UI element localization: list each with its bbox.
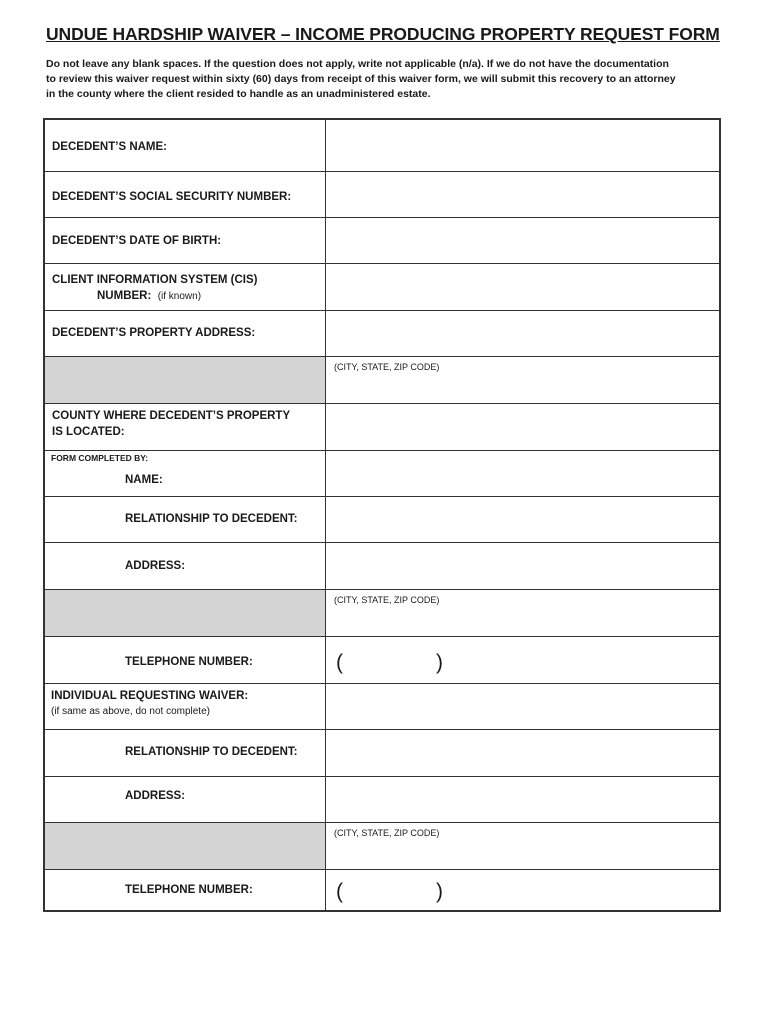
individual-relationship-label: RELATIONSHIP TO DECEDENT: xyxy=(125,746,298,758)
row-county xyxy=(45,404,719,451)
row-individual-address xyxy=(45,777,719,823)
individual-telephone-field[interactable] xyxy=(325,870,719,910)
area-code-open-paren: ( xyxy=(336,880,343,903)
individual-city-state-zip-field[interactable] xyxy=(325,823,719,869)
row-decedent-dob xyxy=(45,218,719,264)
row-cis-number xyxy=(45,264,719,311)
cis-note: (if known) xyxy=(157,291,202,302)
row-completed-by-name xyxy=(45,451,719,497)
completed-by-telephone-label: TELEPHONE NUMBER: xyxy=(125,656,253,668)
completed-by-address-field[interactable] xyxy=(325,543,719,589)
individual-relationship-field[interactable] xyxy=(325,730,719,776)
individual-telephone-label: TELEPHONE NUMBER: xyxy=(125,884,253,896)
decedent-dob-field[interactable] xyxy=(325,218,719,263)
row-individual-city-state-zip xyxy=(45,823,719,870)
shaded-cell xyxy=(45,590,325,636)
individual-requesting-label: INDIVIDUAL REQUESTING WAIVER: xyxy=(51,690,249,702)
row-completed-by-city-state-zip xyxy=(45,590,719,637)
row-property-address xyxy=(45,311,719,357)
individual-requesting-note: (if same as above, do not complete) xyxy=(51,706,210,717)
area-code-open-paren: ( xyxy=(336,651,343,674)
row-decedent-name xyxy=(45,120,719,172)
row-individual-telephone xyxy=(45,870,719,910)
form-title: UNDUE HARDSHIP WAIVER – INCOME PRODUCING PROPERTY REQUEST FORM xyxy=(46,24,720,44)
county-label-line-1: COUNTY WHERE DECEDENT’S PROPERTY xyxy=(52,410,291,422)
waiver-form-table xyxy=(43,118,721,912)
area-code-close-paren: ) xyxy=(436,880,443,903)
cis-label-line-2: NUMBER: (if known) xyxy=(97,290,202,302)
shaded-cell xyxy=(45,823,325,869)
individual-requesting-field[interactable] xyxy=(325,684,719,729)
county-label-line-2: IS LOCATED: xyxy=(52,426,125,438)
city-state-zip-hint: (CITY, STATE, ZIP CODE) xyxy=(334,362,440,372)
county-field[interactable] xyxy=(325,404,719,450)
property-address-label: DECEDENT’S PROPERTY ADDRESS: xyxy=(52,327,256,339)
city-state-zip-hint: (CITY, STATE, ZIP CODE) xyxy=(334,828,440,838)
instructions xyxy=(46,57,736,102)
row-individual-relationship xyxy=(45,730,719,777)
shaded-cell xyxy=(45,357,325,403)
completed-by-city-state-zip-field[interactable] xyxy=(325,590,719,636)
row-decedent-ssn xyxy=(45,172,719,218)
decedent-ssn-field[interactable] xyxy=(325,172,719,217)
completed-by-address-label: ADDRESS: xyxy=(125,560,186,572)
completed-by-telephone-field[interactable] xyxy=(325,637,719,683)
property-city-state-zip-field[interactable] xyxy=(325,357,719,403)
row-individual-requesting xyxy=(45,684,719,730)
completed-by-relationship-field[interactable] xyxy=(325,497,719,542)
city-state-zip-hint: (CITY, STATE, ZIP CODE) xyxy=(334,595,440,605)
completed-by-name-label: NAME: xyxy=(125,474,163,486)
form-completed-by-label: FORM COMPLETED BY: xyxy=(51,453,149,463)
decedent-name-field[interactable] xyxy=(325,120,719,171)
row-property-city-state-zip xyxy=(45,357,719,404)
instructions-line-2: to review this waiver request within sixty (60) days from receipt of this waiver form, we will submit this recovery to an attorney xyxy=(46,73,676,85)
cis-number-field[interactable] xyxy=(325,264,719,310)
completed-by-relationship-label: RELATIONSHIP TO DECEDENT: xyxy=(125,513,298,525)
individual-address-field[interactable] xyxy=(325,777,719,822)
row-completed-by-relationship xyxy=(45,497,719,543)
decedent-ssn-label: DECEDENT’S SOCIAL SECURITY NUMBER: xyxy=(52,191,292,203)
completed-by-name-field[interactable] xyxy=(325,451,719,496)
instructions-line-3: in the county where the client resided to handle as an unadministered estate. xyxy=(46,88,431,100)
row-completed-by-address xyxy=(45,543,719,590)
cis-label-line-1: CLIENT INFORMATION SYSTEM (CIS) xyxy=(52,274,258,286)
property-address-field[interactable] xyxy=(325,311,719,356)
decedent-dob-label: DECEDENT’S DATE OF BIRTH: xyxy=(52,235,222,247)
area-code-close-paren: ) xyxy=(436,651,443,674)
decedent-name-label: DECEDENT’S NAME: xyxy=(52,141,168,153)
individual-address-label: ADDRESS: xyxy=(125,790,186,802)
row-completed-by-telephone xyxy=(45,637,719,684)
instructions-line-1: Do not leave any blank spaces. If the question does not apply, write not applicable (n/a). If we do not have the documentation xyxy=(46,58,669,70)
